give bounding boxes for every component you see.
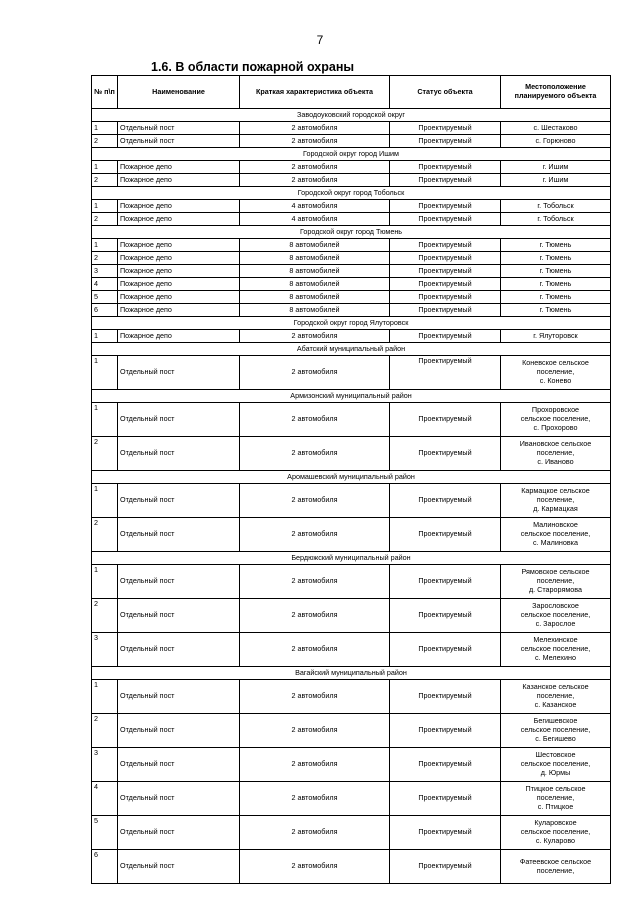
row-name: Отдельный пост [118, 518, 240, 552]
location-line: поселение, [536, 576, 575, 586]
row-status: Проектируемый [390, 200, 501, 213]
row-name: Отдельный пост [118, 484, 240, 518]
row-location: с. Горюново [501, 135, 611, 148]
row-status: Проектируемый [390, 161, 501, 174]
row-description: 2 автомобиля [240, 174, 390, 187]
row-number: 2 [92, 135, 118, 148]
row-number: 1 [92, 356, 118, 390]
table-row [92, 714, 611, 748]
row-number: 1 [92, 200, 118, 213]
group-title: Городской округ город Ялуторовск [92, 317, 611, 330]
row-number: 1 [92, 239, 118, 252]
row-number: 2 [92, 174, 118, 187]
row-location [501, 633, 611, 667]
row-number: 1 [92, 680, 118, 714]
table-row [92, 252, 611, 265]
row-description: 2 автомобиля [240, 565, 390, 599]
table-row [92, 565, 611, 599]
row-description: 2 автомобиля [240, 680, 390, 714]
row-description: 2 автомобиля [240, 161, 390, 174]
row-description: 8 автомобилей [240, 252, 390, 265]
group-title: Городской округ город Тюмень [92, 226, 611, 239]
row-status: Проектируемый [390, 437, 501, 471]
row-name: Отдельный пост [118, 816, 240, 850]
row-description: 2 автомобиля [240, 816, 390, 850]
row-location [501, 850, 611, 884]
row-description: 2 автомобиля [240, 599, 390, 633]
location-line: с. Конево [539, 375, 572, 385]
table-body [92, 109, 611, 884]
header-status: Статус объекта [390, 76, 501, 109]
location-line: Птицкое сельское [525, 784, 586, 794]
row-name: Пожарное депо [118, 174, 240, 187]
table-row [92, 161, 611, 174]
row-description: 2 автомобиля [240, 633, 390, 667]
group-title: Армизонский муниципальный район [92, 390, 611, 403]
location-line: с. Бегишево [535, 733, 576, 743]
location-line: Казанское сельское [522, 682, 589, 692]
group-header-row [92, 148, 611, 161]
group-header-row [92, 343, 611, 356]
group-header-row [92, 226, 611, 239]
row-status: Проектируемый [390, 599, 501, 633]
row-name: Отдельный пост [118, 714, 240, 748]
group-header-row [92, 317, 611, 330]
group-header-row [92, 187, 611, 200]
fire-protection-table [91, 75, 611, 884]
row-name: Пожарное депо [118, 330, 240, 343]
row-location [501, 714, 611, 748]
row-location: с. Шестаково [501, 122, 611, 135]
location-line: Шестовское [535, 750, 576, 760]
location-line: сельское поселение, [520, 827, 591, 837]
row-name: Отдельный пост [118, 356, 240, 390]
location-line: д. Юрмы [540, 767, 571, 777]
row-number: 3 [92, 265, 118, 278]
row-status: Проектируемый [390, 518, 501, 552]
row-name: Отдельный пост [118, 565, 240, 599]
location-line: Рямовское сельское [521, 567, 590, 577]
row-number: 2 [92, 437, 118, 471]
location-line: сельское поселение, [520, 414, 591, 424]
row-location [501, 599, 611, 633]
row-location: г. Тюмень [501, 291, 611, 304]
row-number: 1 [92, 565, 118, 599]
row-number: 1 [92, 330, 118, 343]
row-name: Отдельный пост [118, 437, 240, 471]
row-name: Отдельный пост [118, 122, 240, 135]
table-row [92, 356, 611, 390]
location-line: поселение, [536, 691, 575, 701]
location-line: д. Старорямова [528, 584, 583, 594]
table-row [92, 748, 611, 782]
location-line: д. Кармацкая [533, 503, 578, 513]
row-status: Проектируемый [390, 122, 501, 135]
row-number: 2 [92, 213, 118, 226]
header-location: Местоположение планируемого объекта [501, 76, 611, 109]
row-number: 1 [92, 484, 118, 518]
location-line: с. Мелехино [534, 652, 577, 662]
row-status: Проектируемый [390, 714, 501, 748]
row-description: 2 автомобиля [240, 782, 390, 816]
row-location: г. Тюмень [501, 252, 611, 265]
table-row [92, 122, 611, 135]
location-line: с. Иваново [537, 456, 574, 466]
row-name: Отдельный пост [118, 403, 240, 437]
table-row [92, 633, 611, 667]
table-row [92, 599, 611, 633]
row-status: Проектируемый [390, 816, 501, 850]
table-row [92, 265, 611, 278]
table-row [92, 518, 611, 552]
row-location [501, 437, 611, 471]
location-line: Зарословское [532, 601, 579, 611]
table-row [92, 680, 611, 714]
row-location: г. Тюмень [501, 304, 611, 317]
location-line: поселение, [536, 367, 575, 377]
table-row [92, 239, 611, 252]
row-description: 8 автомобилей [240, 291, 390, 304]
row-location [501, 748, 611, 782]
table-row [92, 135, 611, 148]
row-location: г. Ялуторовск [501, 330, 611, 343]
group-header-row [92, 109, 611, 122]
row-name: Отдельный пост [118, 599, 240, 633]
row-description: 2 автомобиля [240, 403, 390, 437]
row-description: 2 автомобиля [240, 437, 390, 471]
row-description: 8 автомобилей [240, 304, 390, 317]
table-row [92, 850, 611, 884]
row-number: 2 [92, 599, 118, 633]
row-status: Проектируемый [390, 850, 501, 884]
row-location [501, 565, 611, 599]
row-name: Отдельный пост [118, 748, 240, 782]
row-number: 2 [92, 714, 118, 748]
group-title: Городской округ город Тобольск [92, 187, 611, 200]
row-description: 8 автомобилей [240, 278, 390, 291]
row-description: 8 автомобилей [240, 239, 390, 252]
group-header-row [92, 390, 611, 403]
section-title: 1.6. В области пожарной охраны [151, 60, 355, 74]
row-number: 4 [92, 278, 118, 291]
table-row [92, 174, 611, 187]
header-name: Наименование [118, 76, 240, 109]
location-line: с. Казанское [534, 699, 577, 709]
row-status: Проектируемый [390, 403, 501, 437]
table-row [92, 278, 611, 291]
row-status: Проектируемый [390, 633, 501, 667]
row-description: 2 автомобиля [240, 135, 390, 148]
row-status: Проектируемый [390, 252, 501, 265]
header-description: Краткая характеристика объекта [240, 76, 390, 109]
row-status: Проектируемый [390, 265, 501, 278]
row-location [501, 356, 611, 390]
row-location [501, 782, 611, 816]
group-title: Вагайский муниципальный район [92, 667, 611, 680]
row-description: 4 автомобиля [240, 213, 390, 226]
row-location [501, 484, 611, 518]
row-status: Проектируемый [390, 304, 501, 317]
row-location: г. Тюмень [501, 265, 611, 278]
row-name: Пожарное депо [118, 304, 240, 317]
row-number: 1 [92, 403, 118, 437]
location-line: Бегишевское [533, 716, 578, 726]
row-status: Проектируемый [390, 239, 501, 252]
row-description: 4 автомобиля [240, 200, 390, 213]
row-description: 2 автомобиля [240, 330, 390, 343]
location-line: сельское поселение, [520, 725, 591, 735]
row-status: Проектируемый [390, 330, 501, 343]
location-line: с. Зарослое [535, 618, 576, 628]
row-number: 4 [92, 782, 118, 816]
group-header-row [92, 667, 611, 680]
row-number: 3 [92, 748, 118, 782]
location-line: поселение, [536, 495, 575, 505]
table-row [92, 782, 611, 816]
row-location: г. Тобольск [501, 213, 611, 226]
row-status: Проектируемый [390, 291, 501, 304]
row-name: Пожарное депо [118, 265, 240, 278]
row-description: 2 автомобиля [240, 484, 390, 518]
row-description: 8 автомобилей [240, 265, 390, 278]
row-status: Проектируемый [390, 356, 501, 390]
row-location: г. Ишим [501, 161, 611, 174]
group-header-row [92, 552, 611, 565]
location-line: с. Прохорово [533, 422, 578, 432]
row-status: Проектируемый [390, 174, 501, 187]
row-number: 2 [92, 518, 118, 552]
row-name: Пожарное депо [118, 239, 240, 252]
location-line: поселение, [536, 865, 575, 875]
row-location [501, 816, 611, 850]
row-status: Проектируемый [390, 748, 501, 782]
row-name: Отдельный пост [118, 633, 240, 667]
page-number: 7 [316, 33, 324, 47]
location-line: Малиновское [533, 520, 578, 530]
row-description: 2 автомобиля [240, 850, 390, 884]
row-status: Проектируемый [390, 782, 501, 816]
row-name: Отдельный пост [118, 680, 240, 714]
location-line: Ивановское сельское [519, 439, 592, 449]
location-line: сельское поселение, [520, 610, 591, 620]
table-row [92, 484, 611, 518]
row-name: Пожарное депо [118, 278, 240, 291]
location-line: Фатеевское сельское [519, 856, 592, 866]
row-location: г. Тюмень [501, 278, 611, 291]
location-line: с. Малиновка [533, 537, 578, 547]
location-line: сельское поселение, [520, 529, 591, 539]
group-header-row [92, 471, 611, 484]
row-number: 3 [92, 633, 118, 667]
row-location [501, 518, 611, 552]
row-name: Отдельный пост [118, 850, 240, 884]
row-name: Пожарное депо [118, 161, 240, 174]
table-row [92, 403, 611, 437]
row-status: Проектируемый [390, 484, 501, 518]
group-title: Городской округ город Ишим [92, 148, 611, 161]
group-title: Аромашевский муниципальный район [92, 471, 611, 484]
row-description: 2 автомобиля [240, 748, 390, 782]
location-line: Кармацкое сельское [521, 486, 590, 496]
table-row [92, 200, 611, 213]
row-location: г. Тюмень [501, 239, 611, 252]
row-number: 2 [92, 252, 118, 265]
location-line: Прохоровское [531, 405, 580, 415]
row-description: 2 автомобиля [240, 714, 390, 748]
row-location: г. Тобольск [501, 200, 611, 213]
table-row [92, 816, 611, 850]
row-status: Проектируемый [390, 278, 501, 291]
row-name: Отдельный пост [118, 782, 240, 816]
table-row [92, 291, 611, 304]
location-line: сельское поселение, [520, 759, 591, 769]
row-description: 2 автомобиля [240, 356, 390, 390]
group-title: Бердюжский муниципальный район [92, 552, 611, 565]
row-number: 1 [92, 161, 118, 174]
row-location: г. Ишим [501, 174, 611, 187]
header-num: № п\п [92, 76, 118, 109]
group-title: Абатский муниципальный район [92, 343, 611, 356]
row-name: Пожарное депо [118, 252, 240, 265]
row-number: 5 [92, 291, 118, 304]
location-line: поселение, [536, 793, 575, 803]
table-row [92, 330, 611, 343]
row-name: Отдельный пост [118, 135, 240, 148]
row-status: Проектируемый [390, 680, 501, 714]
group-title: Заводоуковский городской округ [92, 109, 611, 122]
row-name: Пожарное депо [118, 291, 240, 304]
row-status: Проектируемый [390, 565, 501, 599]
row-description: 2 автомобиля [240, 518, 390, 552]
table-row [92, 304, 611, 317]
location-line: Коневское сельское [522, 358, 589, 368]
location-line: Мелехинское [533, 635, 578, 645]
table-row [92, 437, 611, 471]
location-line: Куларовское [534, 818, 577, 828]
row-status: Проектируемый [390, 135, 501, 148]
row-description: 2 автомобиля [240, 122, 390, 135]
row-status: Проектируемый [390, 213, 501, 226]
location-line: сельское поселение, [520, 644, 591, 654]
location-line: с. Куларово [535, 835, 576, 845]
row-location [501, 403, 611, 437]
table-header-row [92, 76, 611, 109]
row-number: 6 [92, 850, 118, 884]
row-name: Пожарное депо [118, 213, 240, 226]
location-line: поселение, [536, 448, 575, 458]
row-location [501, 680, 611, 714]
table-row [92, 213, 611, 226]
row-number: 1 [92, 122, 118, 135]
row-number: 5 [92, 816, 118, 850]
row-name: Пожарное депо [118, 200, 240, 213]
row-number: 6 [92, 304, 118, 317]
location-line: с. Птицкое [537, 801, 574, 811]
